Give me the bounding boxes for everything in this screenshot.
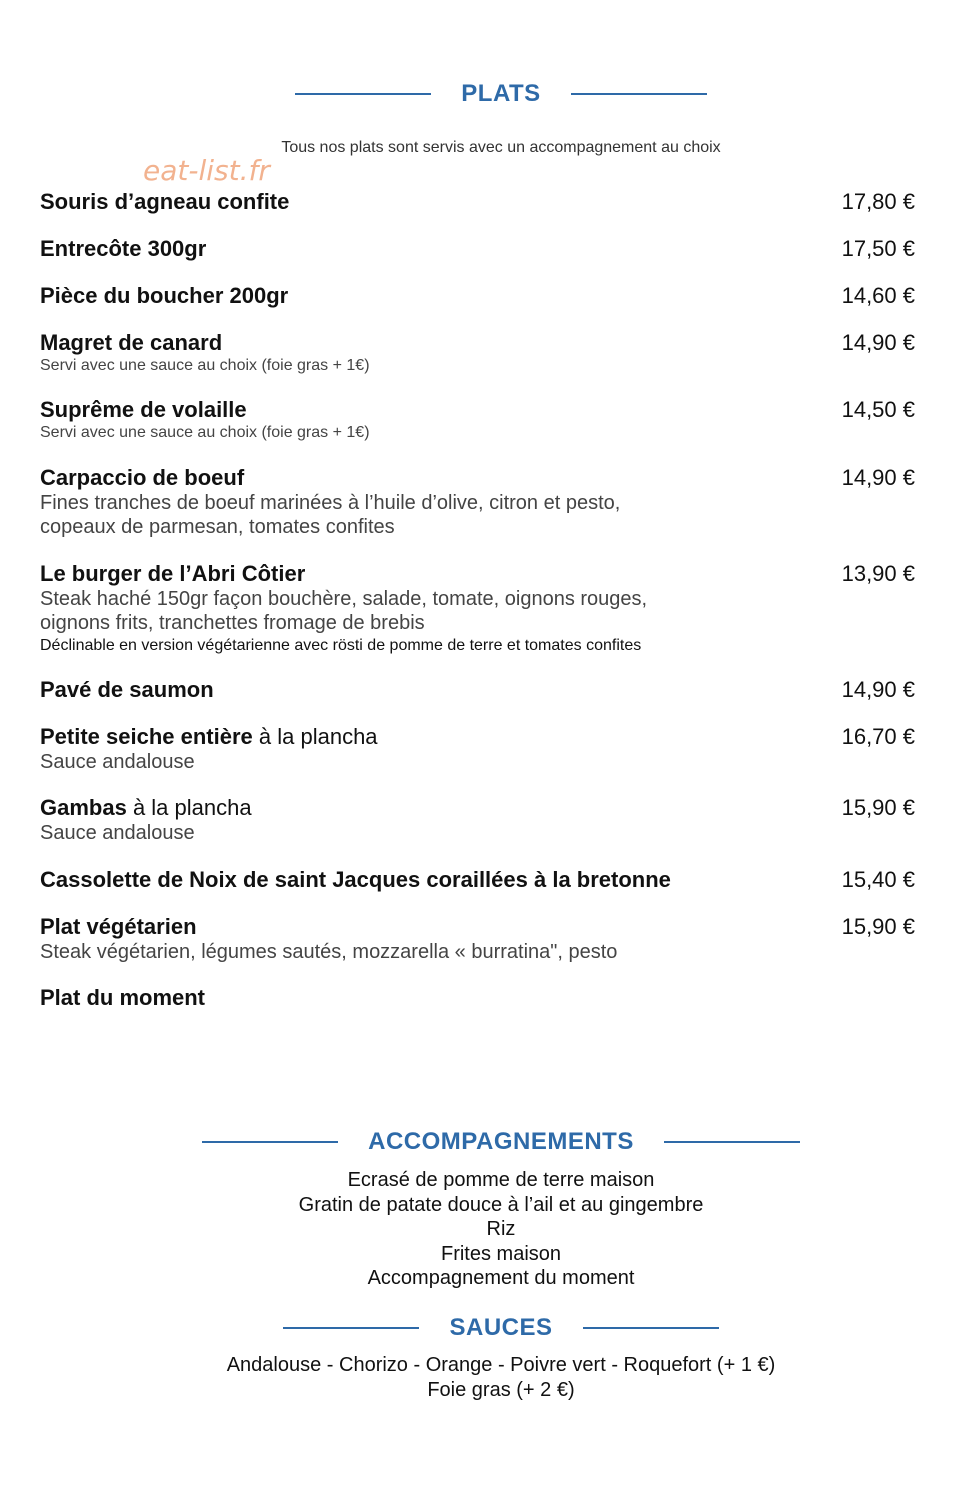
dish-name-bold: Petite seiche entière xyxy=(40,724,253,749)
dish-price: 14,90 € xyxy=(841,330,915,355)
dish-price: 17,80 € xyxy=(841,189,915,214)
dish-price: 15,90 € xyxy=(841,795,915,820)
dish-name-plain: à la plancha xyxy=(126,795,252,820)
dish-name: Cassolette de Noix de saint Jacques coraillées à la bretonne xyxy=(40,867,671,892)
header-rule-left xyxy=(283,1327,419,1329)
list-item: Gratin de patate douce à l’ail et au gingembre xyxy=(298,1193,704,1216)
dish-item xyxy=(40,985,920,1011)
dish-price: 15,40 € xyxy=(841,867,915,892)
dish-description: oignons frits, tranchettes fromage de brebis xyxy=(40,612,425,634)
dish-item xyxy=(40,795,920,845)
dish-description: Servi avec une sauce au choix (foie gras + 1€) xyxy=(40,424,370,441)
dish-price: 15,90 € xyxy=(841,914,915,939)
accompagnements-header xyxy=(0,1128,958,1156)
accompagnements-list xyxy=(0,1168,958,1291)
dish-item xyxy=(40,283,920,309)
header-rule-left xyxy=(295,93,431,95)
dish-description: Sauce andalouse xyxy=(40,751,195,773)
watermark-logo: eat-list.fr xyxy=(143,154,270,187)
plats-header xyxy=(0,80,958,108)
dish-item xyxy=(40,561,920,657)
dish-item xyxy=(40,189,920,215)
dish-item xyxy=(40,330,920,376)
dish-name: Plat du moment xyxy=(40,985,206,1010)
header-rule-left xyxy=(202,1141,338,1143)
dish-description: copeaux de parmesan, tomates confites xyxy=(40,516,395,538)
sauces-list xyxy=(0,1353,958,1402)
list-item: Frites maison xyxy=(440,1242,562,1265)
dish-name: Le burger de l’Abri Côtier xyxy=(40,561,306,586)
dish-name xyxy=(40,724,920,750)
header-rule-right xyxy=(571,93,707,95)
dish-item xyxy=(40,236,920,262)
dish-item xyxy=(40,914,920,964)
dish-description: Steak végétarien, légumes sautés, mozzarella « burratina", pesto xyxy=(40,941,618,963)
dish-name: Suprême de volaille xyxy=(40,397,247,422)
dish-name: Pavé de saumon xyxy=(40,677,214,702)
list-item: Riz xyxy=(486,1218,516,1240)
dish-price: 14,50 € xyxy=(841,397,915,422)
plats-subtitle: Tous nos plats sont servis avec un accompagnement au choix xyxy=(281,139,721,156)
dish-name-bold: Gambas xyxy=(40,795,127,820)
dish-description: Steak haché 150gr façon bouchère, salade, tomate, oignons rouges, xyxy=(40,588,648,610)
sauces-header xyxy=(0,1314,958,1342)
list-item: Ecrasé de pomme de terre maison xyxy=(347,1169,655,1191)
dish-item xyxy=(40,397,920,443)
dish-price: 16,70 € xyxy=(841,724,915,749)
dish-item xyxy=(40,724,920,774)
dish-price: 14,60 € xyxy=(841,283,915,308)
dish-item xyxy=(40,867,920,893)
dish-price: 14,90 € xyxy=(841,465,915,490)
dish-name: Entrecôte 300gr xyxy=(40,236,207,261)
dish-name: Pièce du boucher 200gr xyxy=(40,283,289,308)
dish-name: Plat végétarien xyxy=(40,914,197,939)
dish-description: Sauce andalouse xyxy=(40,822,195,844)
accompagnements-title: ACCOMPAGNEMENTS xyxy=(368,1128,634,1155)
dish-name xyxy=(40,795,920,821)
plats-title: PLATS xyxy=(461,80,541,107)
list-item: Andalouse - Chorizo - Orange - Poivre vert - Roquefort (+ 1 €) xyxy=(226,1354,776,1376)
dish-description: Servi avec une sauce au choix (foie gras + 1€) xyxy=(40,357,370,374)
list-item: Foie gras (+ 2 €) xyxy=(427,1378,575,1401)
dish-description: Fines tranches de boeuf marinées à l’huile d’olive, citron et pesto, xyxy=(40,492,621,514)
dish-name: Magret de canard xyxy=(40,330,223,355)
dish-price: 14,90 € xyxy=(841,677,915,702)
header-rule-right xyxy=(664,1141,800,1143)
dish-name: Carpaccio de boeuf xyxy=(40,465,245,490)
dish-price: 13,90 € xyxy=(841,561,915,586)
dish-note: Déclinable en version végétarienne avec rösti de pomme de terre et tomates confites xyxy=(40,637,642,654)
sauces-title: SAUCES xyxy=(449,1314,553,1341)
dish-price: 17,50 € xyxy=(841,236,915,261)
list-item: Accompagnement du moment xyxy=(367,1267,635,1289)
dish-name: Souris d’agneau confite xyxy=(40,189,290,214)
dish-name-plain: à la plancha xyxy=(252,724,378,749)
dish-item xyxy=(40,465,920,539)
dish-item xyxy=(40,677,920,703)
header-rule-right xyxy=(583,1327,719,1329)
